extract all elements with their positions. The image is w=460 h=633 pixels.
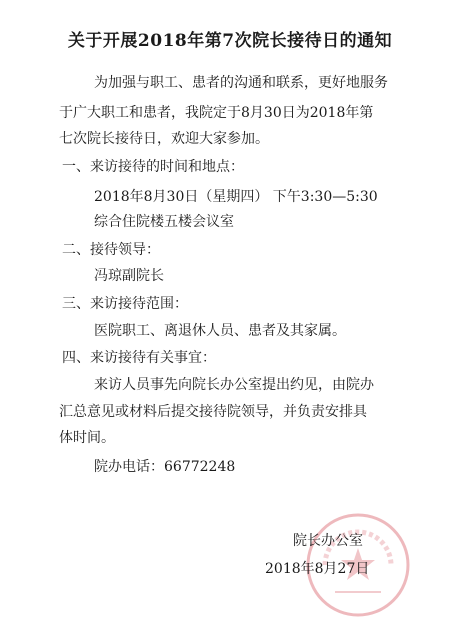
signature-date: 2018年8月27日 [265, 561, 370, 577]
office-phone: 院办电话：66772248 [94, 459, 236, 475]
section-2-heading: 二、接待领导： [62, 242, 160, 258]
intro-line-3: 七次院长接待日，欢迎大家参加。 [59, 131, 269, 147]
section-1-time: 2018年8月30日（星期四） 下午3:30—5:30 [94, 189, 378, 205]
section-4-line-3: 体时间。 [59, 430, 115, 446]
intro-line-2: 于广大职工和患者，我院定于8月30日为2018年第 [59, 105, 374, 121]
section-1-place: 综合住院楼五楼会议室 [94, 214, 234, 230]
section-4-line-2: 汇总意见或材料后提交接待院领导，并负责安排具 [59, 404, 367, 420]
section-4-line-1: 来访人员事先向院长办公室提出约见，由院办 [94, 377, 374, 393]
section-1-heading: 一、来访接待的时间和地点： [62, 159, 244, 175]
signature-office: 院长办公室 [293, 533, 363, 549]
section-3-heading: 三、来访接待范围： [62, 296, 188, 312]
intro-line-1: 为加强与职工、患者的沟通和联系，更好地服务 [94, 75, 388, 91]
section-4-heading: 四、来访接待有关事宜： [62, 350, 216, 366]
section-3-scope: 医院职工、离退休人员、患者及其家属。 [94, 323, 346, 339]
section-2-leader: 冯琼副院长 [94, 268, 164, 284]
document-title: 关于开展2018年第7次院长接待日的通知 [67, 31, 393, 51]
